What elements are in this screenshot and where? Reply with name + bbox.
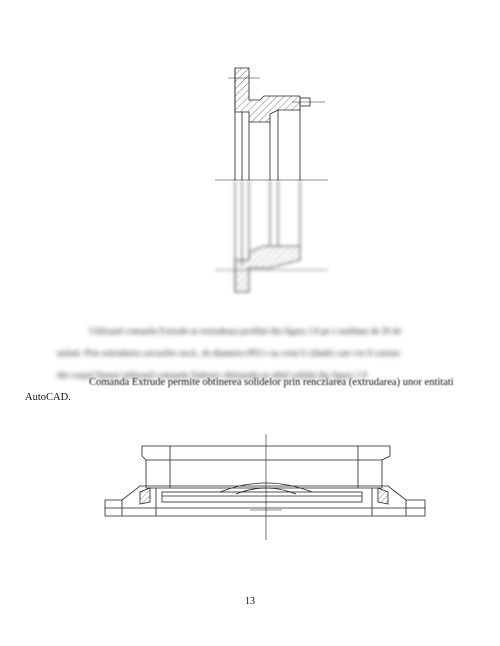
blurred-line-2: unitati. Prin extrudarea cercurilor ascd., de diametru Ø53 s au creat 6 cilindri care vor fi extrusi <box>57 348 400 358</box>
flange-profile-drawing <box>200 60 340 305</box>
flange-section-drawing <box>100 432 430 544</box>
paragraph-line-2: AutoCAD. <box>25 392 71 403</box>
blurred-line-1: Utilizand comanda Extrude se extrudeaza profilul din figura 1.8 pe o inaltime de 20 de <box>89 326 402 336</box>
profile-upper <box>215 68 328 180</box>
page-number: 13 <box>245 596 255 607</box>
paragraph-line-1: Comanda Extrude permite obtinerea solidelor prin rencziarea (extrudarea) unor entitati <box>89 377 454 388</box>
blurred-line-3: din corpul flansei utilizand comanda Subtract obtinandu-se ablel solidul din figura 1.9 <box>57 370 367 380</box>
profile-lower-blurred <box>215 180 328 292</box>
body-paragraph <box>25 375 455 405</box>
